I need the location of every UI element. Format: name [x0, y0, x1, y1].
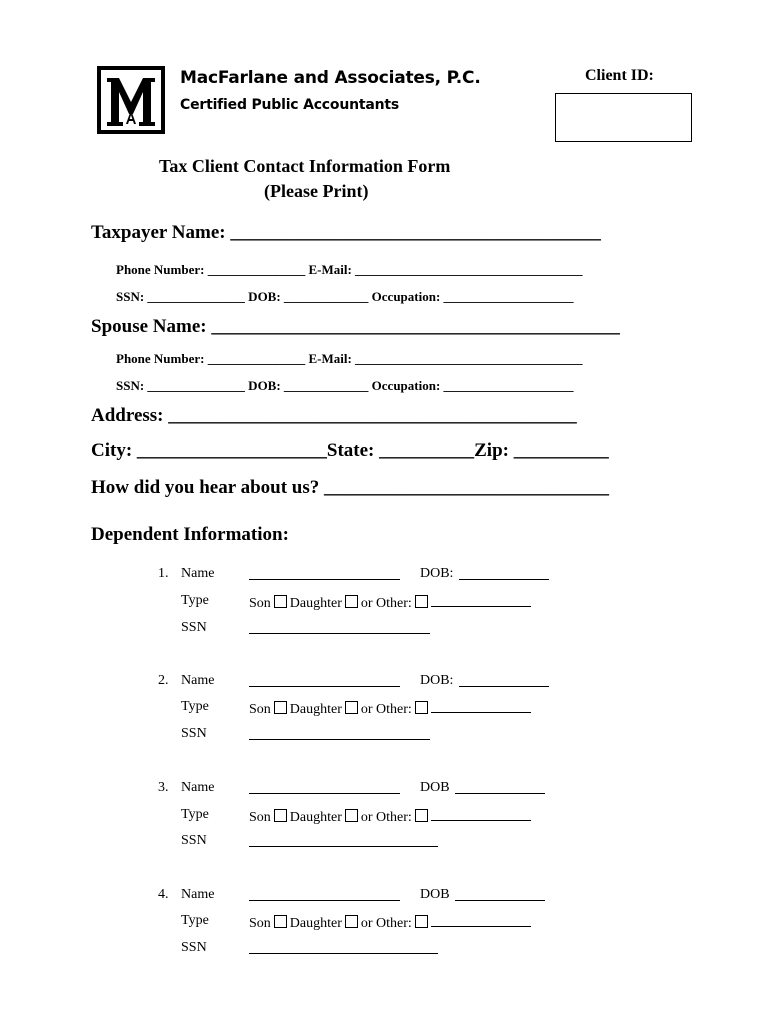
other-checkbox[interactable] [415, 915, 428, 928]
dependent-name-label: Name [181, 673, 215, 688]
client-id-label: Client ID: [585, 67, 654, 84]
son-label: Son [249, 810, 271, 825]
city-state-zip-field[interactable]: City: ____________________State: __________Zip: __________ [91, 440, 609, 461]
other-checkbox[interactable] [415, 809, 428, 822]
dependent-4-type-options [249, 913, 531, 932]
dependent-name-label: Name [181, 780, 215, 795]
daughter-checkbox[interactable] [345, 701, 358, 714]
dependent-4-name-input[interactable] [249, 887, 400, 906]
dependent-ssn-label: SSN [181, 940, 207, 955]
taxpayer-ssn-line[interactable]: SSN: _______________ DOB: _____________ Occupation: ____________________ [116, 289, 574, 304]
daughter-checkbox[interactable] [345, 915, 358, 928]
dependent-1-dob-input[interactable] [459, 566, 549, 585]
daughter-checkbox[interactable] [345, 595, 358, 608]
other-checkbox[interactable] [415, 595, 428, 608]
dependent-type-label: Type [181, 593, 209, 608]
other-input[interactable] [431, 699, 531, 713]
dependent-2-type-options [249, 699, 531, 718]
dependent-1-type-options [249, 593, 531, 612]
dependent-type-label: Type [181, 807, 209, 822]
dependent-type-label: Type [181, 913, 209, 928]
firm-subtitle: Certified Public Accountants [180, 97, 399, 113]
son-label: Son [249, 596, 271, 611]
other-input[interactable] [431, 807, 531, 821]
dependent-ssn-label: SSN [181, 726, 207, 741]
other-input[interactable] [431, 593, 531, 607]
ma-monogram-icon [97, 66, 165, 134]
other-checkbox[interactable] [415, 701, 428, 714]
form-title: Tax Client Contact Information Form [159, 156, 451, 176]
dependent-ssn-label: SSN [181, 620, 207, 635]
dependent-1-name-input[interactable] [249, 566, 400, 585]
client-id-field[interactable] [555, 93, 692, 142]
dependent-3-ssn-input[interactable] [249, 833, 438, 852]
dependent-4-dob-label: DOB [420, 887, 450, 902]
son-label: Son [249, 702, 271, 717]
dependent-4-ssn-input[interactable] [249, 940, 438, 959]
daughter-label: Daughter [289, 916, 342, 931]
dependent-3-dob-input[interactable] [455, 780, 545, 799]
other-label: or Other: [360, 702, 412, 717]
dependent-3-type-options [249, 807, 531, 826]
referral-source-field[interactable]: How did you hear about us? ______________________________ [91, 477, 609, 498]
dependent-ssn-label: SSN [181, 833, 207, 848]
dependent-3-dob-label: DOB [420, 780, 450, 795]
taxpayer-contact-line[interactable]: Phone Number: _______________ E-Mail: ___________________________________ [116, 262, 583, 277]
daughter-label: Daughter [289, 810, 342, 825]
other-input[interactable] [431, 913, 531, 927]
dependent-2-ssn-input[interactable] [249, 726, 430, 745]
dependent-2-dob-label: DOB: [420, 673, 454, 688]
daughter-checkbox[interactable] [345, 809, 358, 822]
other-label: or Other: [360, 596, 412, 611]
daughter-label: Daughter [289, 702, 342, 717]
spouse-ssn-line[interactable]: SSN: _______________ DOB: _____________ Occupation: ____________________ [116, 378, 574, 393]
firm-name: MacFarlane and Associates, P.C. [180, 68, 481, 88]
son-checkbox[interactable] [274, 809, 287, 822]
son-label: Son [249, 916, 271, 931]
other-label: or Other: [360, 916, 412, 931]
dependent-4-number: 4. [158, 887, 169, 902]
form-subtitle: (Please Print) [264, 181, 369, 201]
dependent-1-number: 1. [158, 566, 169, 581]
daughter-label: Daughter [289, 596, 342, 611]
dependents-heading: Dependent Information: [91, 524, 289, 545]
dependent-type-label: Type [181, 699, 209, 714]
dependent-name-label: Name [181, 566, 215, 581]
spouse-name-field[interactable]: Spouse Name: ___________________________________________ [91, 316, 620, 337]
address-field[interactable]: Address: ___________________________________________ [91, 405, 577, 426]
son-checkbox[interactable] [274, 915, 287, 928]
dependent-2-name-input[interactable] [249, 673, 400, 692]
dependent-2-number: 2. [158, 673, 169, 688]
dependent-3-name-input[interactable] [249, 780, 400, 799]
dependent-name-label: Name [181, 887, 215, 902]
son-checkbox[interactable] [274, 595, 287, 608]
son-checkbox[interactable] [274, 701, 287, 714]
dependent-4-dob-input[interactable] [455, 887, 545, 906]
dependent-1-ssn-input[interactable] [249, 620, 430, 639]
firm-logo [97, 66, 165, 134]
other-label: or Other: [360, 810, 412, 825]
dependent-1-dob-label: DOB: [420, 566, 454, 581]
dependent-3-number: 3. [158, 780, 169, 795]
taxpayer-name-field[interactable]: Taxpayer Name: _______________________________________ [91, 222, 601, 243]
dependent-2-dob-input[interactable] [459, 673, 549, 692]
spouse-contact-line[interactable]: Phone Number: _______________ E-Mail: ___________________________________ [116, 351, 583, 366]
